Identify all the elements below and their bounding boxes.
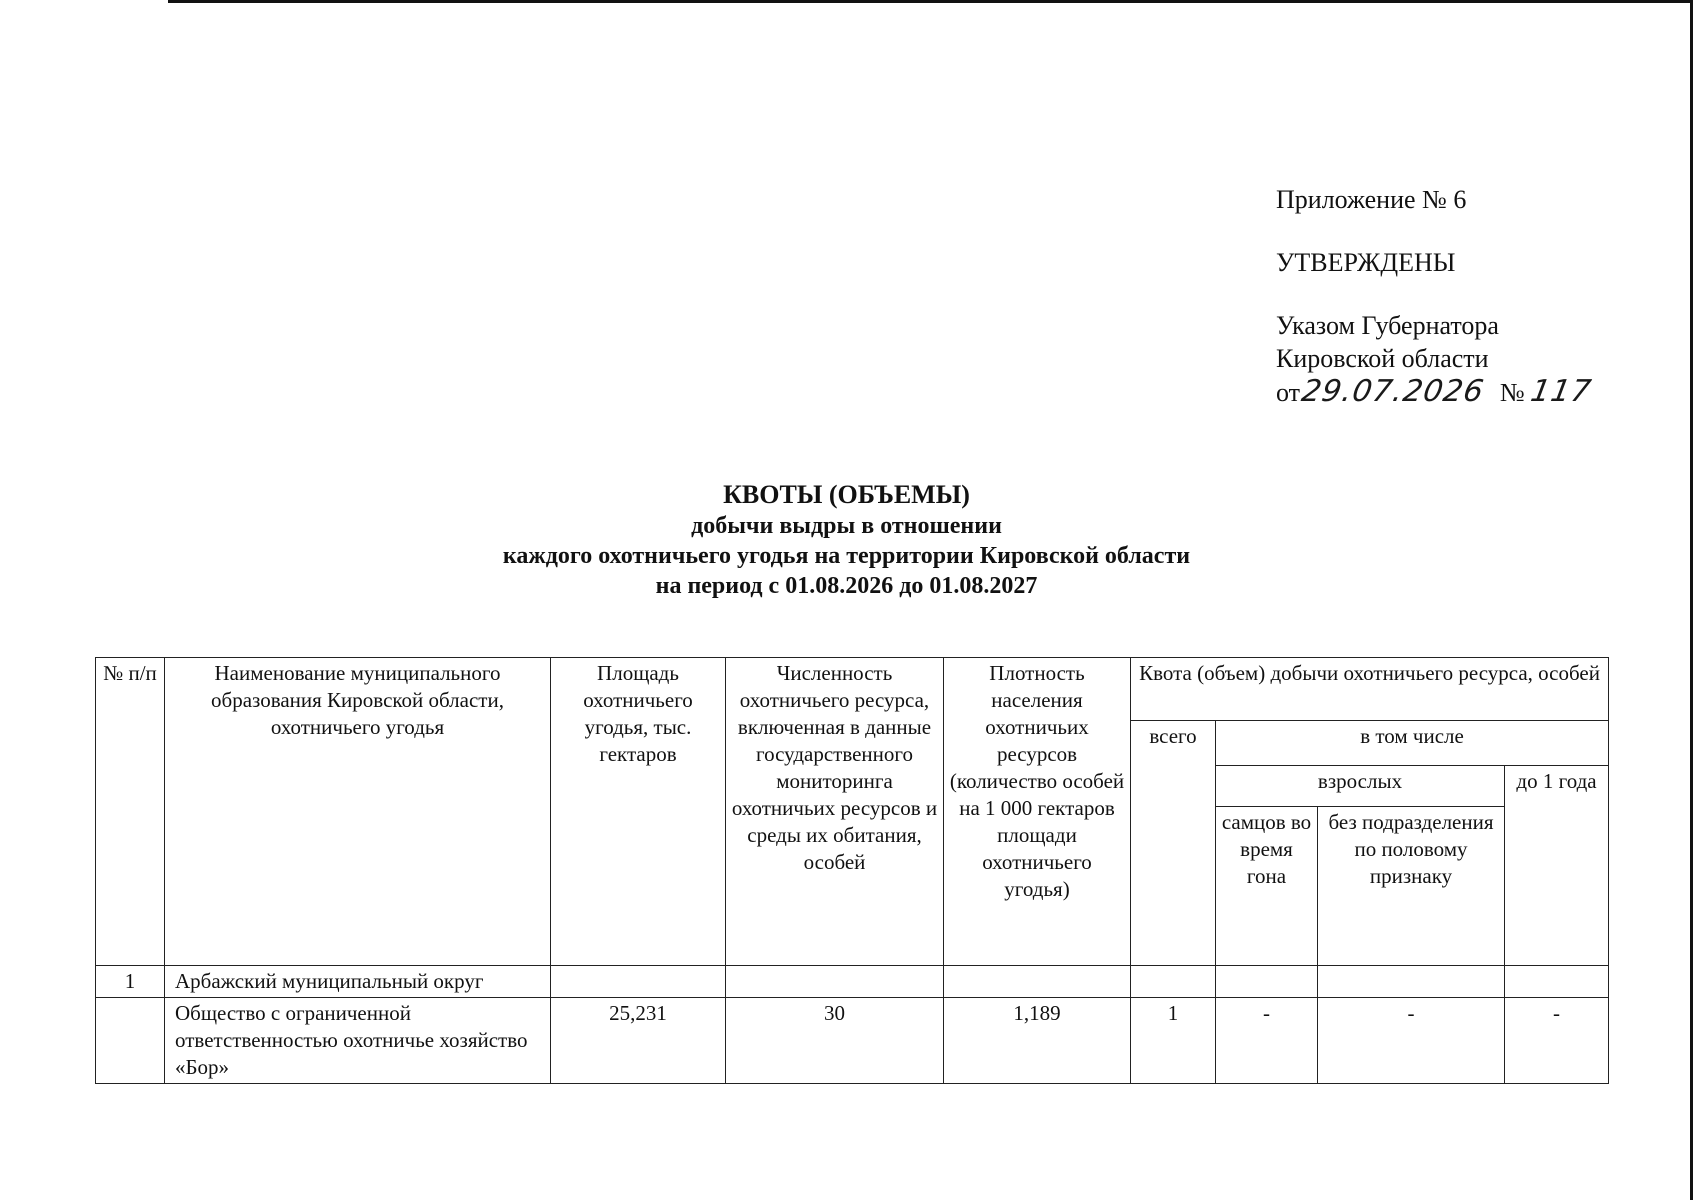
row-name: Арбажский муниципальный округ xyxy=(165,966,551,998)
row-population xyxy=(726,966,944,998)
header-density: Плотность населения охотничьих ресурсов (количество особей на 1 000 гектаров площади охотничьего угодья) xyxy=(944,658,1131,966)
scan-edge-top xyxy=(168,0,1693,3)
table-row xyxy=(96,966,1609,998)
header-row-1 xyxy=(96,658,1609,721)
date-prefix: от xyxy=(1276,378,1301,407)
row-density xyxy=(944,966,1131,998)
row-no-sex: - xyxy=(1318,998,1505,1084)
appendix-label: Приложение № 6 xyxy=(1276,185,1467,214)
header-total: всего xyxy=(1131,721,1216,966)
quota-table xyxy=(95,657,1609,1084)
row-no-sex xyxy=(1318,966,1505,998)
header-males: самцов во время гона xyxy=(1216,807,1318,966)
document-title xyxy=(0,478,1693,601)
title-line-3: каждого охотничьего угодья на территории Кировской области xyxy=(502,543,1191,569)
row-under-1: - xyxy=(1505,998,1609,1084)
title-line-4: на период с 01.08.2026 до 01.08.2027 xyxy=(655,573,1038,599)
decree-date-line xyxy=(1276,374,1595,409)
row-density: 1,189 xyxy=(944,998,1131,1084)
row-males: - xyxy=(1216,998,1318,1084)
row-area: 25,231 xyxy=(551,998,726,1084)
row-males xyxy=(1216,966,1318,998)
header-under-1: до 1 года xyxy=(1505,766,1609,966)
header-quota: Квота (объем) добычи охотничьего ресурса, особей xyxy=(1131,658,1609,721)
handwritten-number: 117 xyxy=(1528,374,1595,409)
header-num: № п/п xyxy=(96,658,165,966)
row-population: 30 xyxy=(726,998,944,1084)
number-prefix: № xyxy=(1499,378,1525,407)
title-line-2: добычи выдры в отношении xyxy=(691,513,1002,539)
row-area xyxy=(551,966,726,998)
handwritten-date: 29.07.2026 xyxy=(1298,374,1487,409)
row-name: Общество с ограниченной ответственностью охотничье хозяйство «Бор» xyxy=(165,998,551,1084)
row-under-1 xyxy=(1505,966,1609,998)
decree-line-2: Кировской области xyxy=(1276,344,1489,373)
table-row xyxy=(96,998,1609,1084)
header-area: Площадь охотничьего угодья, тыс. гектаров xyxy=(551,658,726,966)
header-no-sex: без подразделения по половому признаку xyxy=(1318,807,1505,966)
approval-block xyxy=(1276,183,1595,409)
decree-line-1: Указом Губернатора xyxy=(1276,311,1499,340)
row-num xyxy=(96,998,165,1084)
header-adults: взрослых xyxy=(1216,766,1505,807)
row-total xyxy=(1131,966,1216,998)
title-line-1: КВОТЫ (ОБЪЕМЫ) xyxy=(723,480,970,509)
approved-label: УТВЕРЖДЕНЫ xyxy=(1276,248,1456,277)
header-name: Наименование муниципального образования Кировской области, охотничьего угодья xyxy=(165,658,551,966)
header-including: в том числе xyxy=(1216,721,1609,766)
row-num: 1 xyxy=(96,966,165,998)
header-population: Численность охотничьего ресурса, включенная в данные государственного мониторинга охотничьих ресурсов и среды их обитания, особей xyxy=(726,658,944,966)
row-total: 1 xyxy=(1131,998,1216,1084)
